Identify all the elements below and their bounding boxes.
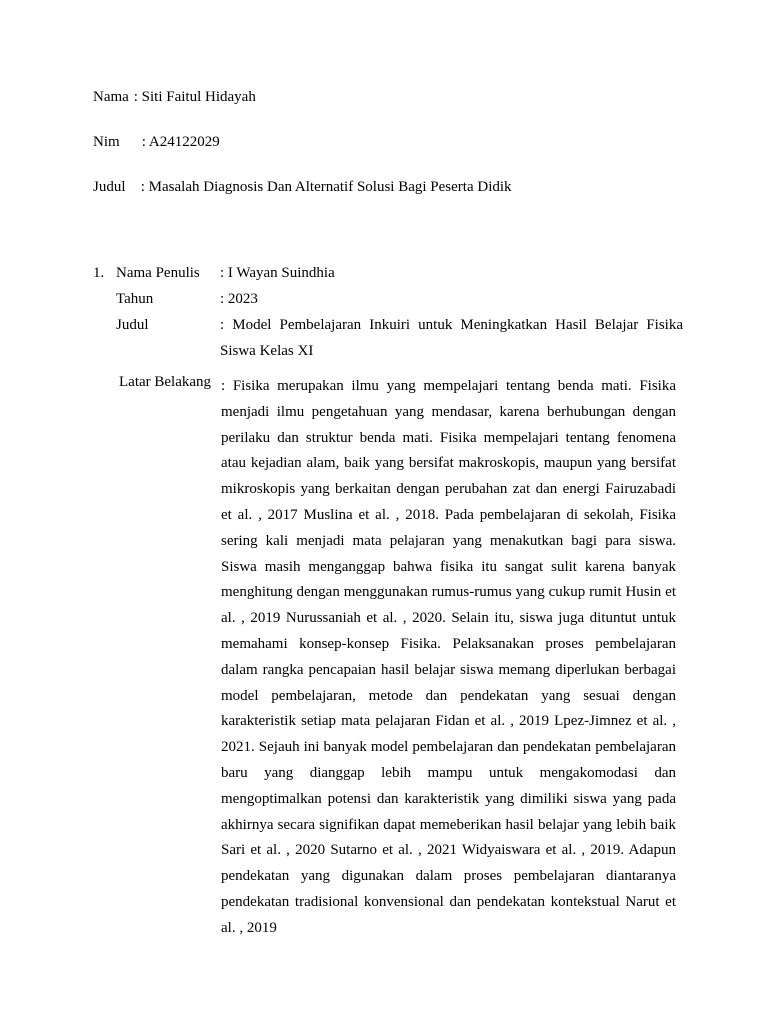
penulis-value: : I Wayan Suindhia [220, 265, 335, 281]
entry-judul-row [93, 312, 683, 364]
judul-label: Judul [93, 179, 126, 195]
latar-belakang-label: Latar Belakang [119, 374, 212, 390]
header-nim [93, 132, 220, 152]
entry-judul-value: : Model Pembelajaran Inkuiri untuk Meningkatkan Hasil Belajar Fisika Siswa Kelas XI [220, 317, 683, 359]
judul-sep: : [140, 179, 145, 195]
entry-number: 1. [93, 265, 105, 281]
header-judul [93, 177, 512, 197]
tahun-label: Tahun [116, 291, 154, 307]
nama-label: Nama [93, 89, 129, 105]
entry-tahun-row [93, 286, 683, 312]
entry-1 [93, 260, 683, 364]
penulis-label: Nama Penulis [116, 265, 200, 281]
latar-belakang-text: : Fisika merupakan ilmu yang mempelajari tentang benda mati. Fisika menjadi ilmu pengetahuan yang mendasar, karena berhubungan dengan perilaku dan struktur benda mati. Fisika mempelajari tentang fenomena atau kejadian alam, baik yang bersifat makroskopis, maupun yang bersifat mikroskopis yang berkaitan dengan perubahan zat dan energi Fairuzabadi et al. , 2017 Muslina et al. , 2018. Pada pembelajaran di sekolah, Fisika sering kali menjadi mata pelajaran yang menakutkan bagi para siswa. Siswa masih menganggap bahwa fisika itu sangat sulit karena banyak menghitung dengan menggunakan rumus-rumus yang cukup rumit Husin et al. , 2019 Nurussaniah et al. , 2020. Selain itu, siswa juga dituntut untuk memahami konsep-konsep Fisika. Pelaksanakan proses pembelajaran dalam rangka pencapaian hasil belajar siswa memang diperlukan berbagai model pembelajaran, metode dan pendekatan yang sesuai dengan karakteristik setiap mata pelajaran Fidan et al. , 2019 Lpez-Jimnez et al. , 2021. Sejauh ini banyak model pembelajaran dan pendekatan pembelajaran baru yang dianggap lebih mampu untuk mengakomodasi dan mengoptimalkan potensi dan karakteristik yang dimiliki siswa yang pada akhirnya secara signifikan dapat memeberikan hasil belajar yang lebih baik Sari et al. , 2020 Sutarno et al. , 2021 Widyaiswara et al. , 2019. Adapun pendekatan yang digunakan dalam proses pembelajaran diantaranya pendekatan tradisional konvensional dan pendekatan kontekstual Narut et al. , 2019 [221, 378, 676, 936]
nim-label: Nim [93, 134, 120, 150]
nim-value: A24122029 [148, 134, 220, 150]
nim-sep: : [141, 134, 146, 150]
tahun-value: : 2023 [220, 291, 258, 307]
entry-penulis-row [93, 260, 683, 286]
latar-belakang-section [119, 374, 676, 942]
nama-value: Siti Faitul Hidayah [141, 89, 256, 105]
header-nama [93, 87, 256, 107]
nama-sep: : [133, 89, 138, 105]
judul-value: Masalah Diagnosis Dan Alternatif Solusi Bagi Peserta Didik [148, 179, 512, 195]
entry-judul-label: Judul [116, 317, 149, 333]
